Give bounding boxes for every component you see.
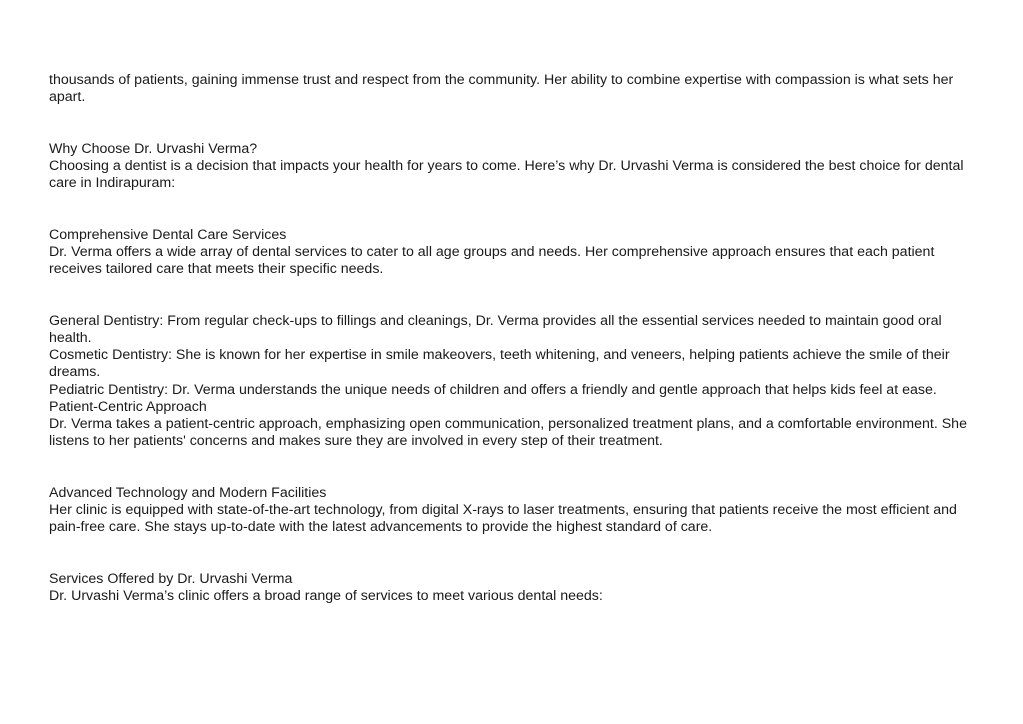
patient-centric-body: Dr. Verma takes a patient-centric approach, emphasizing open communication, personalized treatment plans, and a comfortable environment. She listens to her patients' concerns and makes sure they are involved in every step of their treatment.: [49, 416, 967, 450]
paragraph-gap: [49, 106, 979, 140]
paragraph-gap: [49, 536, 979, 570]
service-general-dentistry: General Dentistry: From regular check-ups to fillings and cleanings, Dr. Verma provides all the essential services needed to maintain good oral health.: [49, 312, 942, 346]
intro-continuation: thousands of patients, gaining immense trust and respect from the community. Her ability to combine expertise with compassion is what sets her apart.: [49, 72, 954, 106]
services-offered-body: Dr. Urvashi Verma’s clinic offers a broad range of services to meet various dental needs:: [49, 588, 603, 605]
services-offered-section: [49, 571, 979, 605]
comprehensive-body: Dr. Verma offers a wide array of dental services to cater to all age groups and needs. Her comprehensive approach ensures that each patient receives tailored care that meets their specific needs.: [49, 244, 935, 278]
comprehensive-heading: Comprehensive Dental Care Services: [49, 226, 287, 243]
services-offered-heading: Services Offered by Dr. Urvashi Verma: [49, 570, 293, 587]
technology-heading: Advanced Technology and Modern Facilities: [49, 484, 327, 501]
why-choose-heading: Why Choose Dr. Urvashi Verma?: [49, 140, 258, 157]
technology-body: Her clinic is equipped with state-of-the-art technology, from digital X-rays to laser treatments, ensuring that patients receive the most efficient and pain-free care. She stays up-to-date with the latest advancements to provide the highest standard of care.: [49, 502, 957, 536]
paragraph-gap: [49, 278, 979, 312]
why-choose-body: Choosing a dentist is a decision that impacts your health for years to come. Here’s why Dr. Urvashi Verma is considered the best choice for dental care in Indirapuram:: [49, 158, 964, 192]
comprehensive-section: [49, 227, 979, 279]
service-cosmetic-dentistry: Cosmetic Dentistry: She is known for her expertise in smile makeovers, teeth whitening, and veneers, helping patients achieve the smile of their dreams.: [49, 347, 950, 381]
service-list-section: [49, 313, 979, 451]
technology-section: [49, 485, 979, 537]
why-choose-section: [49, 141, 979, 193]
service-pediatric-dentistry: Pediatric Dentistry: Dr. Verma understands the unique needs of children and offers a friendly and gentle approach that helps kids feel at ease.: [49, 381, 937, 398]
document-page: [49, 72, 979, 605]
patient-centric-heading: Patient-Centric Approach: [49, 398, 207, 415]
paragraph-gap: [49, 192, 979, 226]
paragraph-gap: [49, 450, 979, 484]
